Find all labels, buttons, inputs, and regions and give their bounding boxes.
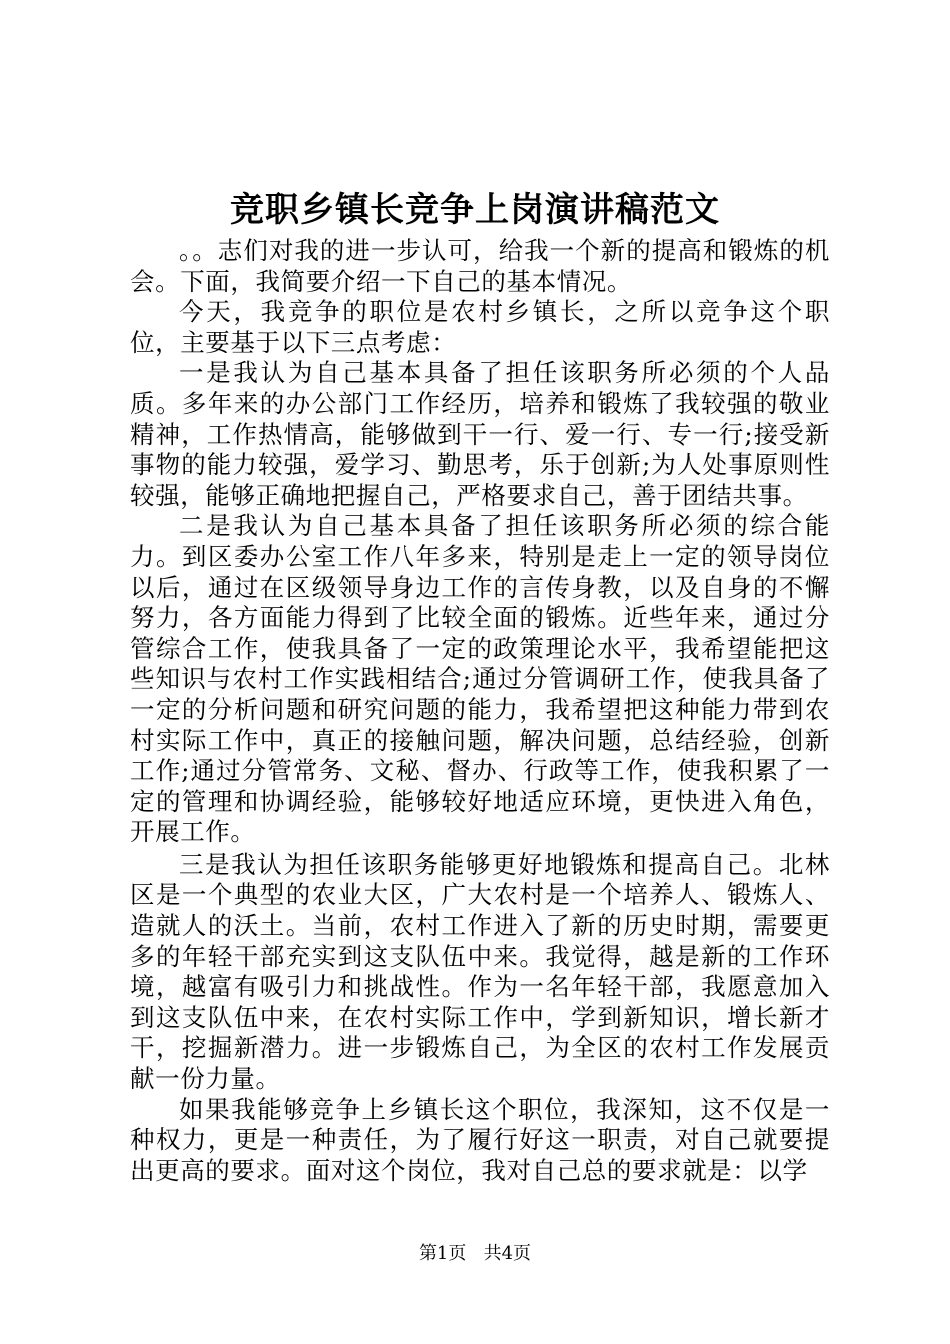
document-title: 竞职乡镇长竞争上岗演讲稿范文 <box>230 190 720 230</box>
paragraph-intro: 。。志们对我的进一步认可，给我一个新的提高和锻炼的机会。下面，我简要介绍一下自己的基本情况。 <box>130 236 830 296</box>
paragraph-position: 今天，我竞争的职位是农村乡镇长，之所以竞争这个职位，主要基于以下三点考虑： <box>130 297 830 357</box>
document-body <box>130 236 830 1186</box>
paragraph-commitment: 如果我能够竞争上乡镇长这个职位，我深知，这不仅是一种权力，更是一种责任，为了履行好这一职责，对自己就要提出更高的要求。面对这个岗位，我对自己总的要求就是：以学 <box>130 1094 830 1185</box>
paragraph-point-one: 一是我认为自己基本具备了担任该职务所必须的个人品质。多年来的办公部门工作经历，培养和锻炼了我较强的敬业精神，工作热情高，能够做到干一行、爱一行、专一行;接受新事物的能力较强，爱学习、勤思考，乐于创新;为人处事原则性较强，能够正确地把握自己，严格要求自己，善于团结共事。 <box>130 358 830 510</box>
paragraph-point-two: 二是我认为自己基本具备了担任该职务所必须的综合能力。到区委办公室工作八年多来，特别是走上一定的领导岗位以后，通过在区级领导身边工作的言传身教，以及自身的不懈努力，各方面能力得到了比较全面的锻炼。近些年来，通过分管综合工作，使我具备了一定的政策理论水平，我希望能把这些知识与农村工作实践相结合;通过分管调研工作，使我具备了一定的分析问题和研究问题的能力，我希望把这种能力带到农村实际工作中，真正的接触问题，解决问题，总结经验，创新工作;通过分管常务、文秘、督办、行政等工作，使我积累了一定的管理和协调经验，能够较好地适应环境，更快进入角色，开展工作。 <box>130 511 830 847</box>
page-number: 第1页 <box>418 1243 467 1264</box>
paragraph-point-three: 三是我认为担任该职务能够更好地锻炼和提高自己。北林区是一个典型的农业大区，广大农村是一个培养人、锻炼人、造就人的沃土。当前，农村工作进入了新的历史时期，需要更多的年轻干部充实到这支队伍中来。我觉得，越是新的工作环境，越富有吸引力和挑战性。作为一名年轻干部，我愿意加入到这支队伍中来，在农村实际工作中，学到新知识，增长新才干，挖掘新潜力。进一步锻炼自己，为全区的农村工作发展贡献一份力量。 <box>130 849 830 1094</box>
page-footer <box>0 1242 950 1266</box>
page-total: 共4页 <box>483 1243 532 1264</box>
